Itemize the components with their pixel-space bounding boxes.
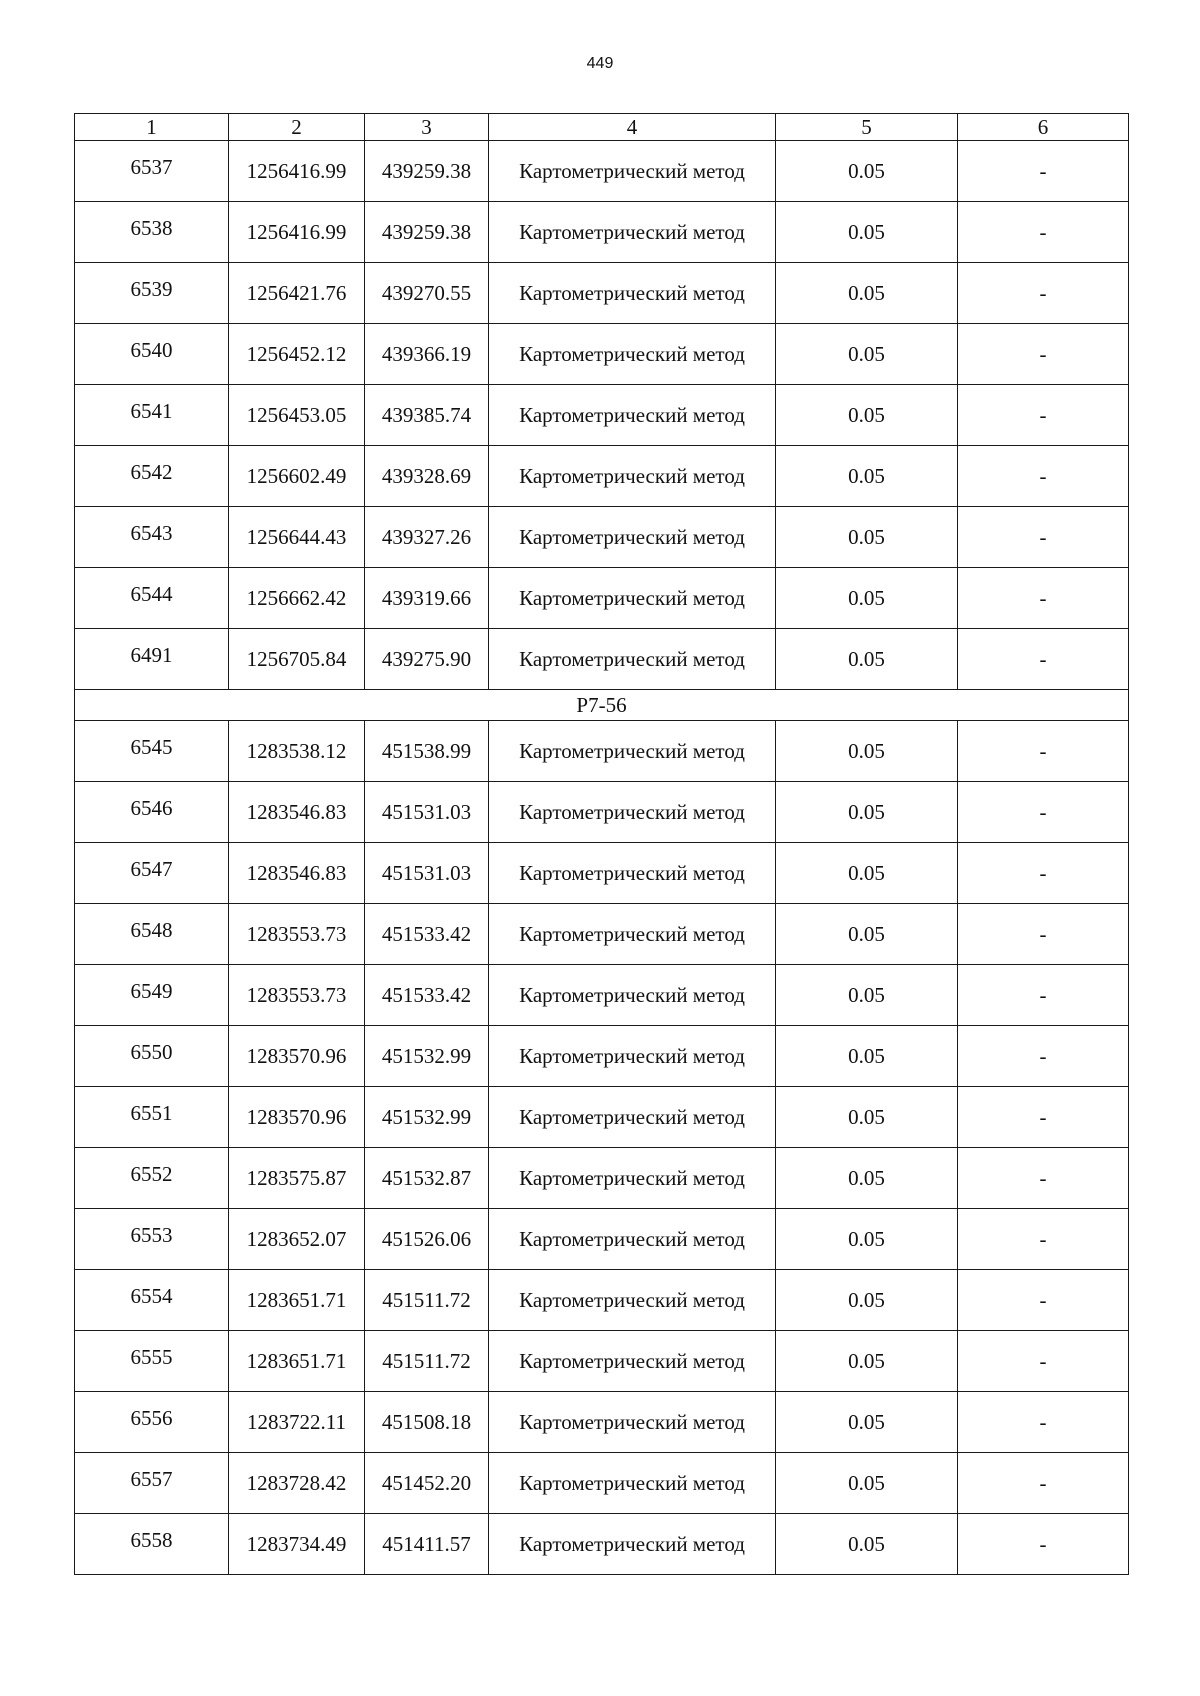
x-coordinate-cell: 1256662.42: [229, 568, 365, 629]
x-coordinate-cell: 1283570.96: [229, 1026, 365, 1087]
note-cell: -: [958, 1087, 1129, 1148]
note-cell: -: [958, 202, 1129, 263]
x-coordinate-cell: 1283553.73: [229, 904, 365, 965]
x-coordinate-cell: 1256453.05: [229, 385, 365, 446]
column-header-4: 4: [489, 114, 776, 141]
accuracy-cell: 0.05: [776, 1087, 958, 1148]
note-cell: -: [958, 1514, 1129, 1575]
method-cell: Картометрический метод: [489, 843, 776, 904]
accuracy-cell: 0.05: [776, 1392, 958, 1453]
point-number-cell: 6540: [75, 324, 229, 385]
accuracy-cell: 0.05: [776, 324, 958, 385]
y-coordinate-cell: 451452.20: [365, 1453, 489, 1514]
x-coordinate-cell: 1283546.83: [229, 782, 365, 843]
accuracy-cell: 0.05: [776, 721, 958, 782]
table-row: [75, 1453, 1129, 1514]
table-row: [75, 629, 1129, 690]
method-cell: Картометрический метод: [489, 1148, 776, 1209]
method-cell: Картометрический метод: [489, 1026, 776, 1087]
y-coordinate-cell: 439270.55: [365, 263, 489, 324]
y-coordinate-cell: 439319.66: [365, 568, 489, 629]
section-label: P7-56: [75, 690, 1129, 721]
note-cell: -: [958, 1026, 1129, 1087]
method-cell: Картометрический метод: [489, 629, 776, 690]
note-cell: -: [958, 446, 1129, 507]
point-number-cell: 6542: [75, 446, 229, 507]
point-number-cell: 6537: [75, 141, 229, 202]
note-cell: -: [958, 507, 1129, 568]
table-row: [75, 1209, 1129, 1270]
method-cell: Картометрический метод: [489, 721, 776, 782]
x-coordinate-cell: 1256602.49: [229, 446, 365, 507]
method-cell: Картометрический метод: [489, 1453, 776, 1514]
x-coordinate-cell: 1283575.87: [229, 1148, 365, 1209]
y-coordinate-cell: 439327.26: [365, 507, 489, 568]
point-number-cell: 6553: [75, 1209, 229, 1270]
accuracy-cell: 0.05: [776, 202, 958, 263]
table-row: [75, 904, 1129, 965]
point-number-cell: 6543: [75, 507, 229, 568]
point-number-cell: 6558: [75, 1514, 229, 1575]
note-cell: -: [958, 1331, 1129, 1392]
column-header-3: 3: [365, 114, 489, 141]
method-cell: Картометрический метод: [489, 507, 776, 568]
table-row: [75, 202, 1129, 263]
coordinates-table: [74, 113, 1129, 1575]
accuracy-cell: 0.05: [776, 507, 958, 568]
note-cell: -: [958, 141, 1129, 202]
method-cell: Картометрический метод: [489, 965, 776, 1026]
table-row: [75, 263, 1129, 324]
point-number-cell: 6545: [75, 721, 229, 782]
x-coordinate-cell: 1283538.12: [229, 721, 365, 782]
x-coordinate-cell: 1283651.71: [229, 1331, 365, 1392]
y-coordinate-cell: 451531.03: [365, 843, 489, 904]
note-cell: -: [958, 629, 1129, 690]
method-cell: Картометрический метод: [489, 1270, 776, 1331]
y-coordinate-cell: 451411.57: [365, 1514, 489, 1575]
accuracy-cell: 0.05: [776, 1148, 958, 1209]
x-coordinate-cell: 1283546.83: [229, 843, 365, 904]
accuracy-cell: 0.05: [776, 1209, 958, 1270]
accuracy-cell: 0.05: [776, 1514, 958, 1575]
x-coordinate-cell: 1256416.99: [229, 202, 365, 263]
column-header-2: 2: [229, 114, 365, 141]
x-coordinate-cell: 1283722.11: [229, 1392, 365, 1453]
y-coordinate-cell: 439328.69: [365, 446, 489, 507]
table-row: [75, 1514, 1129, 1575]
note-cell: -: [958, 385, 1129, 446]
table-row: [75, 1148, 1129, 1209]
y-coordinate-cell: 439366.19: [365, 324, 489, 385]
y-coordinate-cell: 451511.72: [365, 1331, 489, 1392]
x-coordinate-cell: 1256416.99: [229, 141, 365, 202]
method-cell: Картометрический метод: [489, 202, 776, 263]
table-row: [75, 1026, 1129, 1087]
accuracy-cell: 0.05: [776, 843, 958, 904]
table-row: [75, 324, 1129, 385]
y-coordinate-cell: 451532.99: [365, 1087, 489, 1148]
accuracy-cell: 0.05: [776, 141, 958, 202]
table-body: [75, 141, 1129, 1575]
method-cell: Картометрический метод: [489, 263, 776, 324]
note-cell: -: [958, 568, 1129, 629]
point-number-cell: 6538: [75, 202, 229, 263]
point-number-cell: 6551: [75, 1087, 229, 1148]
table-row: [75, 1392, 1129, 1453]
y-coordinate-cell: 451533.42: [365, 904, 489, 965]
table-row: [75, 141, 1129, 202]
method-cell: Картометрический метод: [489, 1087, 776, 1148]
x-coordinate-cell: 1283570.96: [229, 1087, 365, 1148]
point-number-cell: 6556: [75, 1392, 229, 1453]
note-cell: -: [958, 965, 1129, 1026]
point-number-cell: 6539: [75, 263, 229, 324]
note-cell: -: [958, 904, 1129, 965]
table-row: [75, 446, 1129, 507]
note-cell: -: [958, 843, 1129, 904]
y-coordinate-cell: 439385.74: [365, 385, 489, 446]
method-cell: Картометрический метод: [489, 1392, 776, 1453]
point-number-cell: 6548: [75, 904, 229, 965]
table-row: [75, 843, 1129, 904]
accuracy-cell: 0.05: [776, 1026, 958, 1087]
accuracy-cell: 0.05: [776, 904, 958, 965]
point-number-cell: 6554: [75, 1270, 229, 1331]
note-cell: -: [958, 263, 1129, 324]
accuracy-cell: 0.05: [776, 263, 958, 324]
x-coordinate-cell: 1256644.43: [229, 507, 365, 568]
point-number-cell: 6549: [75, 965, 229, 1026]
column-header-5: 5: [776, 114, 958, 141]
table-row: [75, 1270, 1129, 1331]
note-cell: -: [958, 1453, 1129, 1514]
x-coordinate-cell: 1283651.71: [229, 1270, 365, 1331]
note-cell: -: [958, 324, 1129, 385]
table-row: [75, 1087, 1129, 1148]
x-coordinate-cell: 1256421.76: [229, 263, 365, 324]
note-cell: -: [958, 1392, 1129, 1453]
point-number-cell: 6491: [75, 629, 229, 690]
table-header: [75, 114, 1129, 141]
method-cell: Картометрический метод: [489, 1331, 776, 1392]
point-number-cell: 6541: [75, 385, 229, 446]
accuracy-cell: 0.05: [776, 1331, 958, 1392]
accuracy-cell: 0.05: [776, 965, 958, 1026]
table-row: [75, 721, 1129, 782]
method-cell: Картометрический метод: [489, 1209, 776, 1270]
method-cell: Картометрический метод: [489, 782, 776, 843]
note-cell: -: [958, 1148, 1129, 1209]
y-coordinate-cell: 451526.06: [365, 1209, 489, 1270]
note-cell: -: [958, 782, 1129, 843]
y-coordinate-cell: 439275.90: [365, 629, 489, 690]
y-coordinate-cell: 439259.38: [365, 202, 489, 263]
y-coordinate-cell: 451533.42: [365, 965, 489, 1026]
point-number-cell: 6547: [75, 843, 229, 904]
accuracy-cell: 0.05: [776, 1453, 958, 1514]
y-coordinate-cell: 451532.99: [365, 1026, 489, 1087]
table-row: [75, 385, 1129, 446]
method-cell: Картометрический метод: [489, 385, 776, 446]
method-cell: Картометрический метод: [489, 446, 776, 507]
x-coordinate-cell: 1283652.07: [229, 1209, 365, 1270]
accuracy-cell: 0.05: [776, 1270, 958, 1331]
table-row: [75, 507, 1129, 568]
x-coordinate-cell: 1283553.73: [229, 965, 365, 1026]
y-coordinate-cell: 439259.38: [365, 141, 489, 202]
point-number-cell: 6546: [75, 782, 229, 843]
point-number-cell: 6555: [75, 1331, 229, 1392]
accuracy-cell: 0.05: [776, 446, 958, 507]
page-number: 449: [586, 55, 614, 72]
x-coordinate-cell: 1283728.42: [229, 1453, 365, 1514]
y-coordinate-cell: 451532.87: [365, 1148, 489, 1209]
point-number-cell: 6544: [75, 568, 229, 629]
note-cell: -: [958, 1209, 1129, 1270]
table-row: [75, 568, 1129, 629]
method-cell: Картометрический метод: [489, 141, 776, 202]
point-number-cell: 6550: [75, 1026, 229, 1087]
accuracy-cell: 0.05: [776, 385, 958, 446]
table-row: [75, 782, 1129, 843]
y-coordinate-cell: 451508.18: [365, 1392, 489, 1453]
method-cell: Картометрический метод: [489, 904, 776, 965]
accuracy-cell: 0.05: [776, 782, 958, 843]
point-number-cell: 6557: [75, 1453, 229, 1514]
x-coordinate-cell: 1256452.12: [229, 324, 365, 385]
note-cell: -: [958, 1270, 1129, 1331]
column-header-6: 6: [958, 114, 1129, 141]
method-cell: Картометрический метод: [489, 1514, 776, 1575]
note-cell: -: [958, 721, 1129, 782]
y-coordinate-cell: 451511.72: [365, 1270, 489, 1331]
header-row: [75, 114, 1129, 141]
y-coordinate-cell: 451531.03: [365, 782, 489, 843]
table-row: [75, 965, 1129, 1026]
accuracy-cell: 0.05: [776, 629, 958, 690]
column-header-1: 1: [75, 114, 229, 141]
y-coordinate-cell: 451538.99: [365, 721, 489, 782]
method-cell: Картометрический метод: [489, 324, 776, 385]
point-number-cell: 6552: [75, 1148, 229, 1209]
x-coordinate-cell: 1256705.84: [229, 629, 365, 690]
accuracy-cell: 0.05: [776, 568, 958, 629]
table-row: [75, 1331, 1129, 1392]
method-cell: Картометрический метод: [489, 568, 776, 629]
section-row: [75, 690, 1129, 721]
x-coordinate-cell: 1283734.49: [229, 1514, 365, 1575]
